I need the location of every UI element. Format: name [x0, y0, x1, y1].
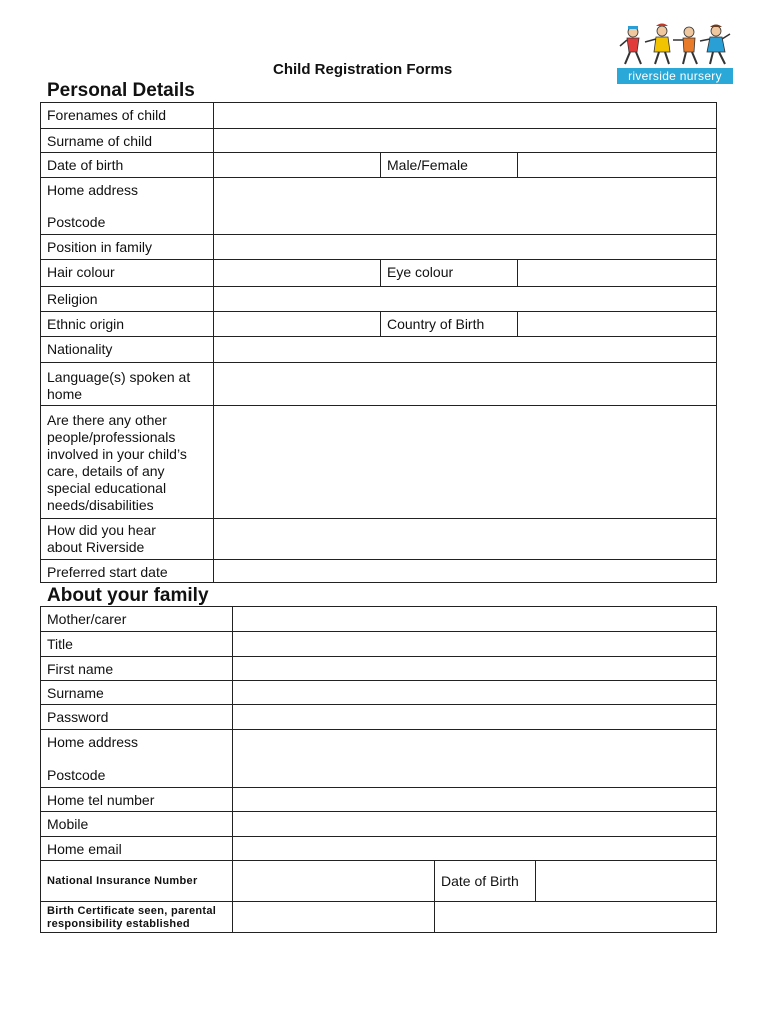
ni-label: National Insurance Number	[47, 875, 198, 887]
table-row	[41, 234, 716, 259]
table-row	[41, 729, 716, 787]
table-row	[41, 405, 716, 518]
table-row	[41, 836, 716, 860]
other-professionals-line: involved in your child’s	[47, 446, 187, 462]
nursery-logo	[617, 22, 733, 84]
home-address-label: Home address	[47, 182, 139, 198]
start-date-label: Preferred start date	[47, 564, 168, 580]
postcode-label: Postcode	[47, 214, 106, 230]
eye-label-cell	[380, 260, 517, 286]
start-date-field[interactable]	[213, 560, 716, 583]
country-field[interactable]	[517, 312, 716, 336]
birth-cert-line: Birth Certificate seen, parental	[47, 905, 217, 917]
family-postcode-label: Postcode	[47, 767, 106, 783]
table-row	[41, 901, 716, 932]
eye-label: Eye colour	[387, 264, 454, 280]
table-row	[41, 286, 716, 311]
religion-field[interactable]	[213, 287, 716, 311]
birth-cert-field[interactable]	[232, 902, 434, 932]
nationality-label: Nationality	[47, 341, 113, 357]
first-name-field[interactable]	[232, 657, 716, 680]
position-label: Position in family	[47, 239, 153, 255]
other-professionals-line: needs/disabilities	[47, 497, 154, 513]
table-row	[41, 362, 716, 405]
other-professionals-line: care, details of any	[47, 463, 165, 479]
logo-wordmark: riverside nursery	[617, 68, 733, 84]
ethnic-label: Ethnic origin	[47, 316, 125, 332]
table-row	[41, 656, 716, 680]
mother-field[interactable]	[232, 607, 716, 631]
mobile-label: Mobile	[47, 816, 89, 832]
how-hear-field[interactable]	[213, 519, 716, 559]
email-field[interactable]	[232, 837, 716, 860]
languages-label	[47, 369, 190, 403]
other-professionals-line: special educational	[47, 480, 167, 496]
hair-field[interactable]	[213, 260, 380, 286]
languages-field[interactable]	[213, 363, 716, 405]
password-field[interactable]	[232, 705, 716, 729]
title-field[interactable]	[232, 632, 716, 656]
mobile-field[interactable]	[232, 812, 716, 836]
position-field[interactable]	[213, 235, 716, 259]
hair-label: Hair colour	[47, 264, 115, 280]
languages-label-line: home	[47, 386, 83, 402]
table-row	[41, 336, 716, 362]
mother-label: Mother/carer	[47, 611, 127, 627]
table-row	[41, 680, 716, 704]
birth-cert-label	[47, 905, 216, 931]
family-home-address-label: Home address	[47, 734, 139, 750]
country-label-cell	[380, 312, 517, 336]
eye-field[interactable]	[517, 260, 716, 286]
password-label: Password	[47, 709, 109, 725]
birth-cert-extra-field[interactable]	[434, 902, 716, 932]
country-label: Country of Birth	[387, 316, 485, 332]
document-title: Child Registration Forms	[273, 61, 453, 78]
table-row	[41, 259, 716, 286]
home-tel-label: Home tel number	[47, 792, 155, 808]
forenames-field[interactable]	[213, 103, 716, 128]
forenames-label: Forenames of child	[47, 107, 167, 123]
table-row	[41, 152, 716, 177]
other-professionals-line: Are there any other	[47, 412, 167, 428]
surname-field[interactable]	[213, 129, 716, 152]
family-home-address-field[interactable]	[232, 730, 716, 787]
dob-label: Date of birth	[47, 157, 124, 173]
table-row	[41, 177, 716, 234]
personal-details-table	[40, 102, 717, 583]
how-hear-line: How did you hear	[47, 522, 156, 538]
other-professionals-label	[47, 412, 187, 514]
how-hear-label	[47, 522, 156, 556]
other-professionals-field[interactable]	[213, 406, 716, 518]
table-row	[41, 128, 716, 152]
first-name-label: First name	[47, 661, 114, 677]
about-family-heading: About your family	[47, 585, 209, 606]
how-hear-line: about Riverside	[47, 539, 145, 555]
ethnic-field[interactable]	[213, 312, 380, 336]
table-row	[41, 559, 716, 583]
personal-details-heading: Personal Details	[47, 80, 195, 101]
family-table	[40, 606, 717, 933]
table-row	[41, 607, 716, 631]
family-dob-label-cell	[434, 861, 535, 901]
email-label: Home email	[47, 841, 122, 857]
title-label: Title	[47, 636, 73, 652]
table-row	[41, 704, 716, 729]
languages-label-line: Language(s) spoken at	[47, 369, 191, 385]
religion-label: Religion	[47, 291, 98, 307]
family-dob-label: Date of Birth	[441, 873, 519, 889]
other-professionals-line: people/professionals	[47, 429, 176, 445]
nationality-field[interactable]	[213, 337, 716, 362]
table-row	[41, 518, 716, 559]
table-row	[41, 811, 716, 836]
ni-field[interactable]	[232, 861, 434, 901]
home-tel-field[interactable]	[232, 788, 716, 811]
family-dob-field[interactable]	[535, 861, 716, 901]
table-row	[41, 631, 716, 656]
family-surname-field[interactable]	[232, 681, 716, 704]
children-illustration-icon	[617, 22, 733, 68]
table-row	[41, 787, 716, 811]
gender-label-cell	[380, 153, 517, 177]
family-surname-label: Surname	[47, 685, 104, 701]
table-row	[41, 103, 716, 128]
gender-label: Male/Female	[387, 157, 468, 173]
dob-field[interactable]	[213, 153, 380, 177]
home-address-field[interactable]	[213, 178, 716, 234]
table-row	[41, 311, 716, 336]
table-row	[41, 860, 716, 901]
birth-cert-line: responsibility established	[47, 918, 190, 930]
surname-label: Surname of child	[47, 133, 153, 149]
gender-field[interactable]	[517, 153, 716, 177]
